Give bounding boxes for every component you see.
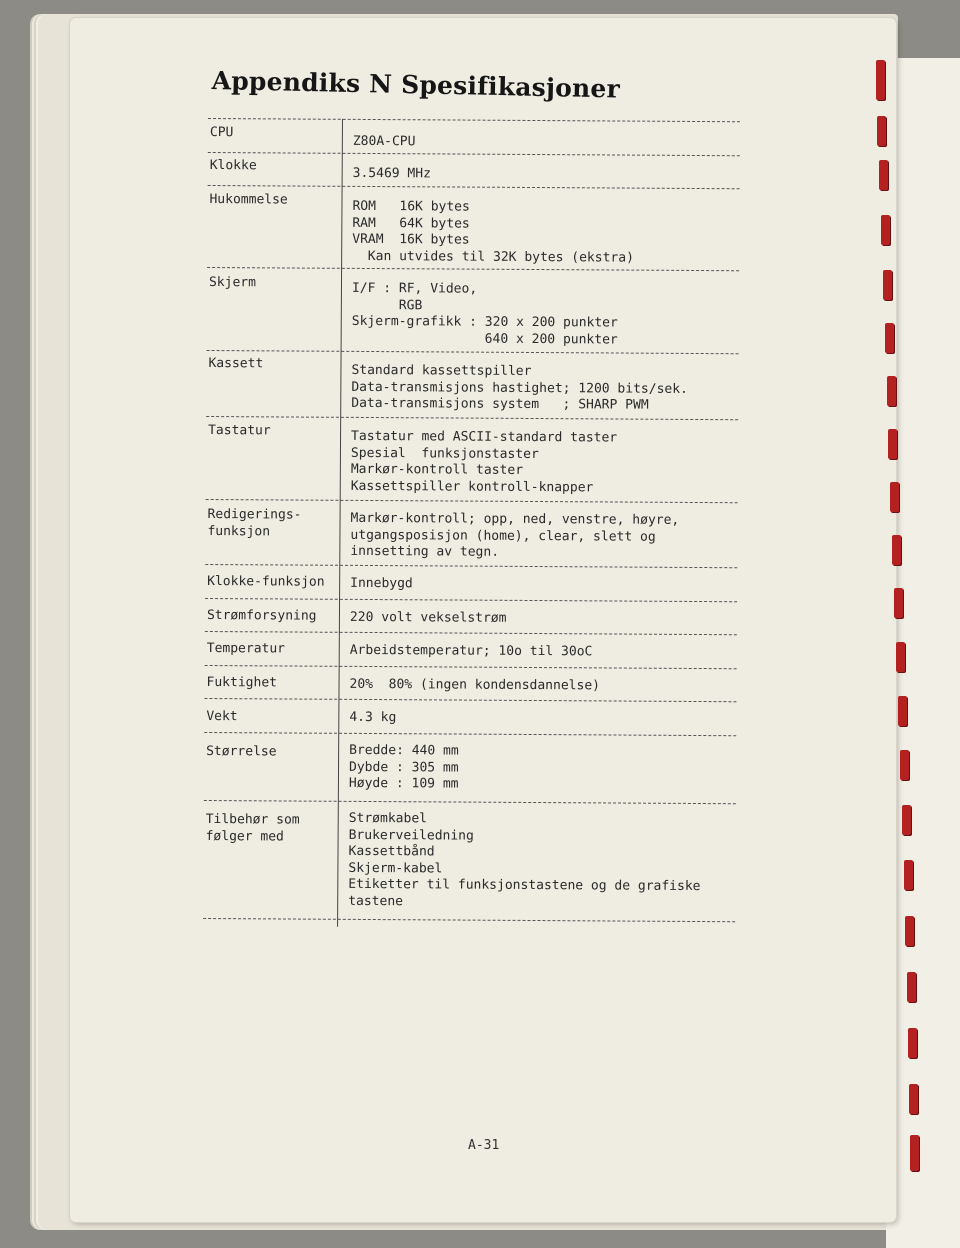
binding-ring — [879, 160, 888, 190]
row-divider — [206, 416, 738, 420]
binding-ring — [907, 972, 916, 1002]
row-divider — [205, 665, 737, 669]
row-divider — [204, 698, 736, 702]
spec-label-temperatur: Temperatur — [206, 641, 286, 657]
column-divider — [337, 119, 343, 927]
binding-ring — [900, 750, 909, 780]
binding-ring — [898, 696, 907, 726]
spec-value-skjerm: I/F : RF, Video, RGB Skjerm-grafikk : 320 x 200 punkter 640 x 200 punkter — [351, 280, 618, 348]
row-divider — [205, 564, 737, 568]
row-divider — [204, 732, 736, 736]
spec-label-cpu: CPU — [209, 125, 234, 141]
page-number: A-31 — [468, 1138, 500, 1153]
binding-ring — [890, 482, 899, 512]
row-divider — [207, 350, 739, 354]
row-divider — [208, 185, 740, 189]
spec-value-redigering: Markør-kontroll; opp, ned, venstre, høyre, utgangsposisjon (home), clear, slett og innsetting av tegn. — [350, 510, 680, 560]
spec-label-redigering: Redigerings- funksjon — [207, 507, 302, 539]
spec-value-hukommelse: ROM 16K bytes RAM 64K bytes VRAM 16K bytes Kan utvides til 32K bytes (ekstra) — [352, 198, 634, 266]
binding-ring — [910, 1135, 919, 1171]
binding-ring — [896, 642, 905, 672]
spec-value-storrelse: Bredde: 440 mm Dybde : 305 mm Høyde : 109 mm — [348, 742, 459, 792]
binding-ring — [887, 376, 896, 406]
spec-value-tastatur: Tastatur med ASCII-standard taster Spesial funksjonstaster Markør-kontroll taster Kassettspiller kontroll-knapper — [350, 428, 618, 495]
row-divider — [208, 152, 740, 156]
spec-value-temperatur: Arbeidstemperatur; 10o til 30oC — [349, 642, 593, 660]
row-divider — [203, 918, 735, 922]
binding-ring — [881, 215, 890, 245]
page-title: Appendiks N Spesifikasjoner — [211, 66, 621, 104]
row-divider — [205, 598, 737, 602]
spec-value-vekt: 4.3 kg — [349, 709, 397, 726]
row-divider — [207, 267, 739, 271]
spiral-binding — [876, 60, 920, 1190]
binding-ring — [909, 1084, 918, 1114]
binding-ring — [905, 916, 914, 946]
spec-table — [203, 118, 740, 931]
spec-value-klokke: 3.5469 MHz — [352, 165, 431, 182]
spec-label-tilbehor: Tilbehør som følger med — [205, 811, 300, 844]
spec-value-tilbehor: Strømkabel Brukerveiledning Kassettbånd Skjerm-kabel Etiketter til funksjonstastene og de grafiske tastene — [348, 810, 701, 909]
binding-ring — [877, 116, 886, 146]
row-divider — [206, 499, 738, 503]
binding-ring — [883, 270, 892, 300]
spec-value-fuktighet: 20% 80% (ingen kondensdannelse) — [349, 676, 601, 694]
binding-ring — [876, 60, 885, 100]
spec-value-cpu: Z80A-CPU — [352, 133, 416, 150]
row-divider — [204, 800, 736, 804]
binding-ring — [885, 323, 894, 353]
spec-label-storrelse: Størrelse — [206, 744, 277, 760]
spec-label-skjerm: Skjerm — [208, 275, 257, 291]
row-divider — [205, 631, 737, 635]
spec-label-fuktighet: Fuktighet — [206, 675, 278, 691]
spec-label-hukommelse: Hukommelse — [209, 192, 288, 208]
spec-label-kassett: Kassett — [208, 356, 264, 372]
binding-ring — [892, 535, 901, 565]
binding-ring — [904, 860, 913, 890]
spec-label-tastatur: Tastatur — [208, 423, 271, 439]
spec-value-klokke-funksjon: Innebygd — [350, 575, 413, 592]
spec-value-stromforsyning: 220 volt vekselstrøm — [349, 609, 507, 626]
spec-value-kassett: Standard kassettspiller Data-transmisjons hastighet; 1200 bits/sek. Data-transmisjons system ; SHARP PWM — [351, 362, 688, 413]
spec-label-klokke: Klokke — [209, 158, 257, 174]
binding-ring — [908, 1028, 917, 1058]
binding-ring — [894, 588, 903, 618]
spec-label-klokke-funksjon: Klokke-funksjon — [207, 574, 325, 590]
binding-ring — [902, 805, 911, 835]
spec-label-vekt: Vekt — [206, 709, 238, 725]
binding-ring — [888, 429, 897, 459]
spec-label-stromforsyning: Strømforsyning — [206, 608, 317, 624]
